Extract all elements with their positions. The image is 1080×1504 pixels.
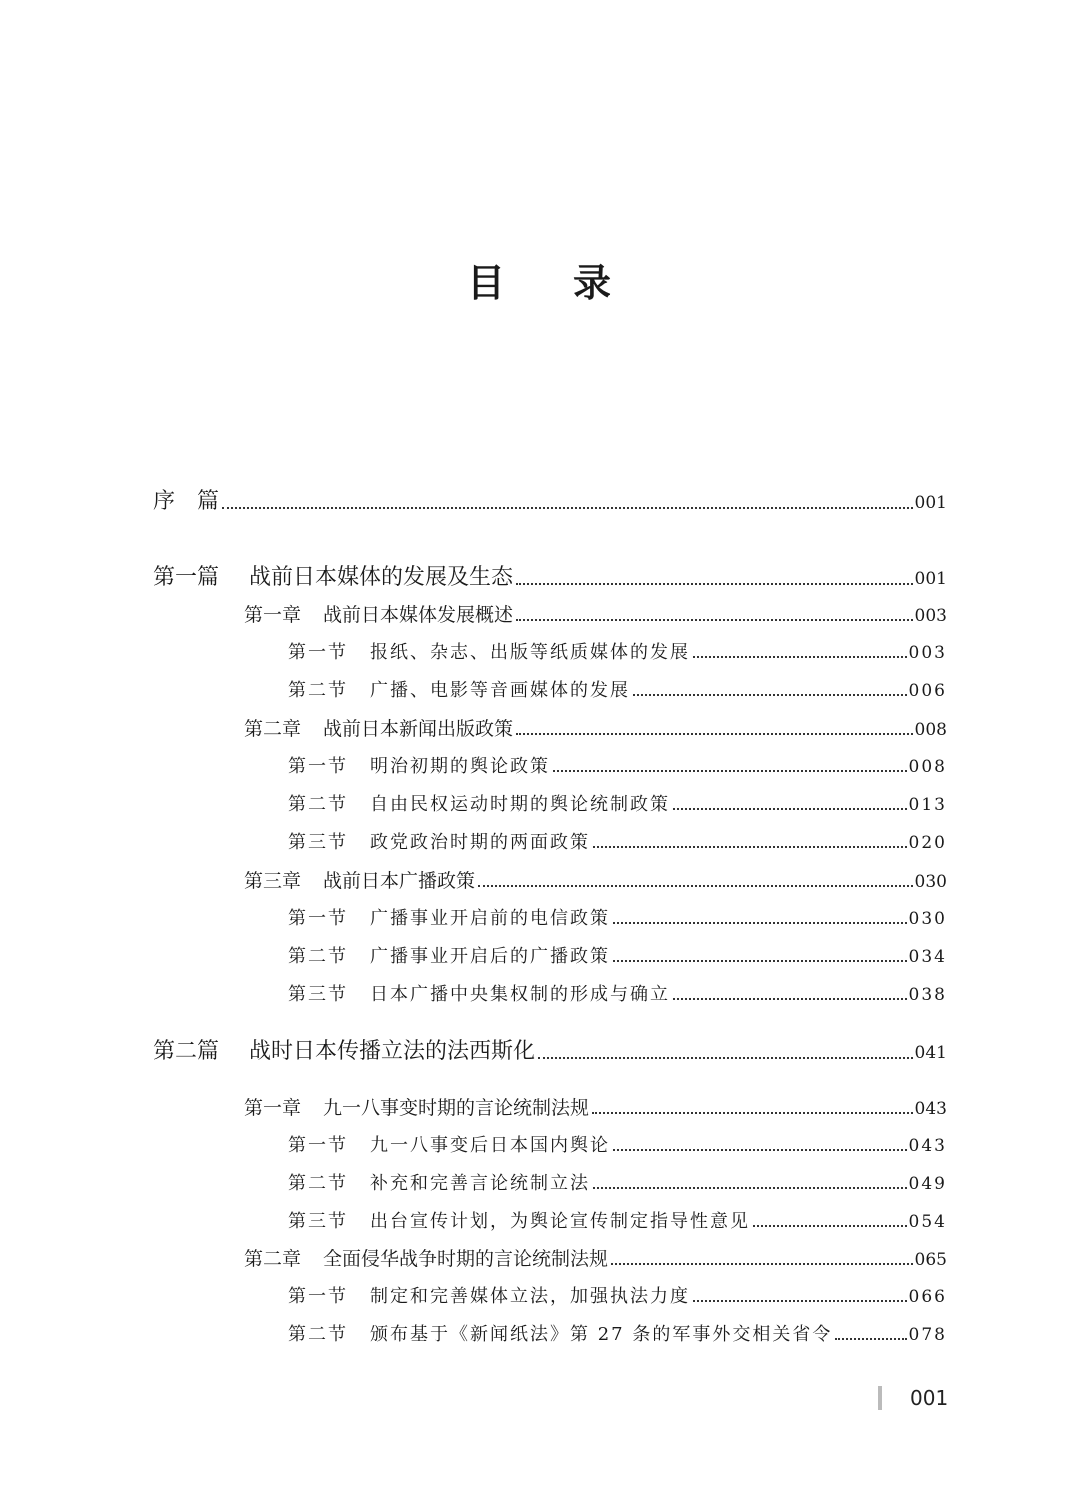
toc-entry[interactable]	[288, 980, 947, 1006]
toc-label: 第二节	[288, 680, 348, 701]
toc-entry[interactable]	[288, 676, 947, 702]
toc-label: 第一章	[244, 604, 302, 626]
leader-dots	[673, 997, 907, 1000]
toc-entry[interactable]	[288, 942, 947, 968]
page-title	[0, 252, 1080, 307]
toc-page: 030	[908, 909, 947, 929]
toc-page: 003	[914, 606, 947, 626]
toc-page: 013	[908, 795, 947, 815]
toc-title: 出台宣传计划，为舆论宣传制定指导性意见	[370, 1211, 750, 1232]
toc-title: 广播、电影等音画媒体的发展	[370, 680, 630, 701]
toc-entry[interactable]	[288, 638, 947, 664]
toc-label: 第一节	[288, 908, 348, 929]
leader-dots	[592, 1111, 913, 1114]
toc-page: 041	[914, 1043, 947, 1063]
toc-page: 006	[908, 681, 947, 701]
toc-title: 广播事业开启前的电信政策	[370, 908, 610, 929]
toc-entry[interactable]	[288, 1282, 947, 1308]
toc-label: 第二节	[288, 1324, 348, 1345]
leader-dots	[516, 732, 913, 735]
toc-page: 008	[914, 720, 947, 740]
toc-page: 030	[914, 872, 947, 892]
toc-title: 补充和完善言论统制立法	[370, 1173, 590, 1194]
toc-entry[interactable]	[244, 600, 947, 627]
toc-label: 第一章	[244, 1097, 302, 1119]
toc-label: 第一节	[288, 1286, 348, 1307]
toc-title: 颁布基于《新闻纸法》第 27 条的军事外交相关省令	[370, 1324, 833, 1345]
toc-title: 广播事业开启后的广播政策	[370, 946, 610, 967]
toc-title: 战前日本媒体的发展及生态	[249, 565, 514, 590]
leader-dots	[593, 845, 907, 848]
toc-title: 报纸、杂志、出版等纸质媒体的发展	[370, 642, 690, 663]
toc-title: 九一八事变后日本国内舆论	[370, 1135, 610, 1156]
toc-entry[interactable]	[153, 560, 947, 591]
leader-dots	[538, 1056, 913, 1059]
leader-dots	[613, 921, 907, 924]
leader-dots	[753, 1224, 907, 1227]
toc-label: 第二篇	[153, 1039, 220, 1064]
toc-page: 038	[908, 985, 947, 1005]
leader-dots	[553, 769, 907, 772]
toc-page: 066	[908, 1287, 947, 1307]
toc-page: 054	[908, 1212, 947, 1232]
toc-page: 043	[908, 1136, 947, 1156]
toc-title: 明治初期的舆论政策	[370, 756, 550, 777]
toc-title: 九一八事变时期的言论统制法规	[323, 1097, 590, 1119]
toc-entry[interactable]	[288, 1207, 947, 1233]
toc-entry[interactable]	[288, 1131, 947, 1157]
toc-title: 战时日本传播立法的法西斯化	[249, 1039, 536, 1064]
toc-title: 战前日本媒体发展概述	[323, 604, 514, 626]
leader-dots	[835, 1337, 906, 1340]
toc-entry-preface[interactable]	[153, 484, 947, 515]
leader-dots	[693, 1299, 907, 1302]
toc-title: 自由民权运动时期的舆论统制政策	[370, 794, 670, 815]
toc-label: 第二节	[288, 1173, 348, 1194]
leader-dots	[633, 693, 907, 696]
toc-label: 第二章	[244, 718, 302, 740]
leader-dots	[611, 1262, 913, 1265]
toc-entry[interactable]	[244, 1244, 947, 1271]
toc-entry[interactable]	[244, 866, 947, 893]
toc-entry[interactable]	[244, 1093, 947, 1120]
toc-label: 第三节	[288, 832, 348, 853]
toc-page: 001	[914, 569, 947, 589]
toc-page: 001	[914, 493, 947, 513]
leader-dots	[693, 655, 907, 658]
leader-dots	[613, 1148, 907, 1151]
toc-title: 制定和完善媒体立法，加强执法力度	[370, 1286, 690, 1307]
toc-label: 第二节	[288, 794, 348, 815]
toc-entry[interactable]	[153, 1034, 947, 1065]
toc-entry[interactable]	[288, 1169, 947, 1195]
toc-title: 全面侵华战争时期的言论统制法规	[323, 1248, 609, 1270]
toc-title: 日本广播中央集权制的形成与确立	[370, 984, 670, 1005]
leader-dots	[478, 884, 913, 887]
toc-label: 第一篇	[153, 565, 220, 590]
toc-label: 第三节	[288, 1211, 348, 1232]
toc-page: 003	[908, 643, 947, 663]
toc-page: 049	[908, 1174, 947, 1194]
leader-dots	[593, 1186, 907, 1189]
toc-title: 战前日本新闻出版政策	[323, 718, 514, 740]
toc-entry[interactable]	[288, 1320, 947, 1346]
toc-label: 第二节	[288, 946, 348, 967]
toc-page: 065	[914, 1250, 947, 1270]
title-char-left: 目	[466, 260, 507, 305]
toc-label: 序 篇	[153, 489, 220, 514]
leader-dots	[613, 959, 907, 962]
leader-dots	[673, 807, 907, 810]
toc-page: 078	[908, 1325, 947, 1345]
toc-page: 034	[908, 947, 947, 967]
page-footer	[878, 1386, 948, 1410]
toc-entry[interactable]	[288, 828, 947, 854]
toc-page: 020	[908, 833, 947, 853]
toc-entry[interactable]	[244, 714, 947, 741]
toc-label: 第三章	[244, 870, 302, 892]
toc-label: 第二章	[244, 1248, 302, 1270]
toc-label: 第一节	[288, 642, 348, 663]
toc-label: 第三节	[288, 984, 348, 1005]
toc-title: 政党政治时期的两面政策	[370, 832, 590, 853]
footer-divider	[878, 1386, 882, 1410]
leader-dots	[222, 506, 913, 509]
toc-page: 043	[914, 1099, 947, 1119]
toc-page: 008	[908, 757, 947, 777]
title-char-right: 录	[573, 260, 614, 305]
leader-dots	[516, 582, 913, 585]
toc-label: 第一节	[288, 756, 348, 777]
toc-entry[interactable]	[288, 790, 947, 816]
leader-dots	[516, 618, 913, 621]
toc-label: 第一节	[288, 1135, 348, 1156]
page-number: 001	[910, 1386, 949, 1410]
toc-title: 战前日本广播政策	[323, 870, 476, 892]
toc-entry[interactable]	[288, 752, 947, 778]
toc-entry[interactable]	[288, 904, 947, 930]
